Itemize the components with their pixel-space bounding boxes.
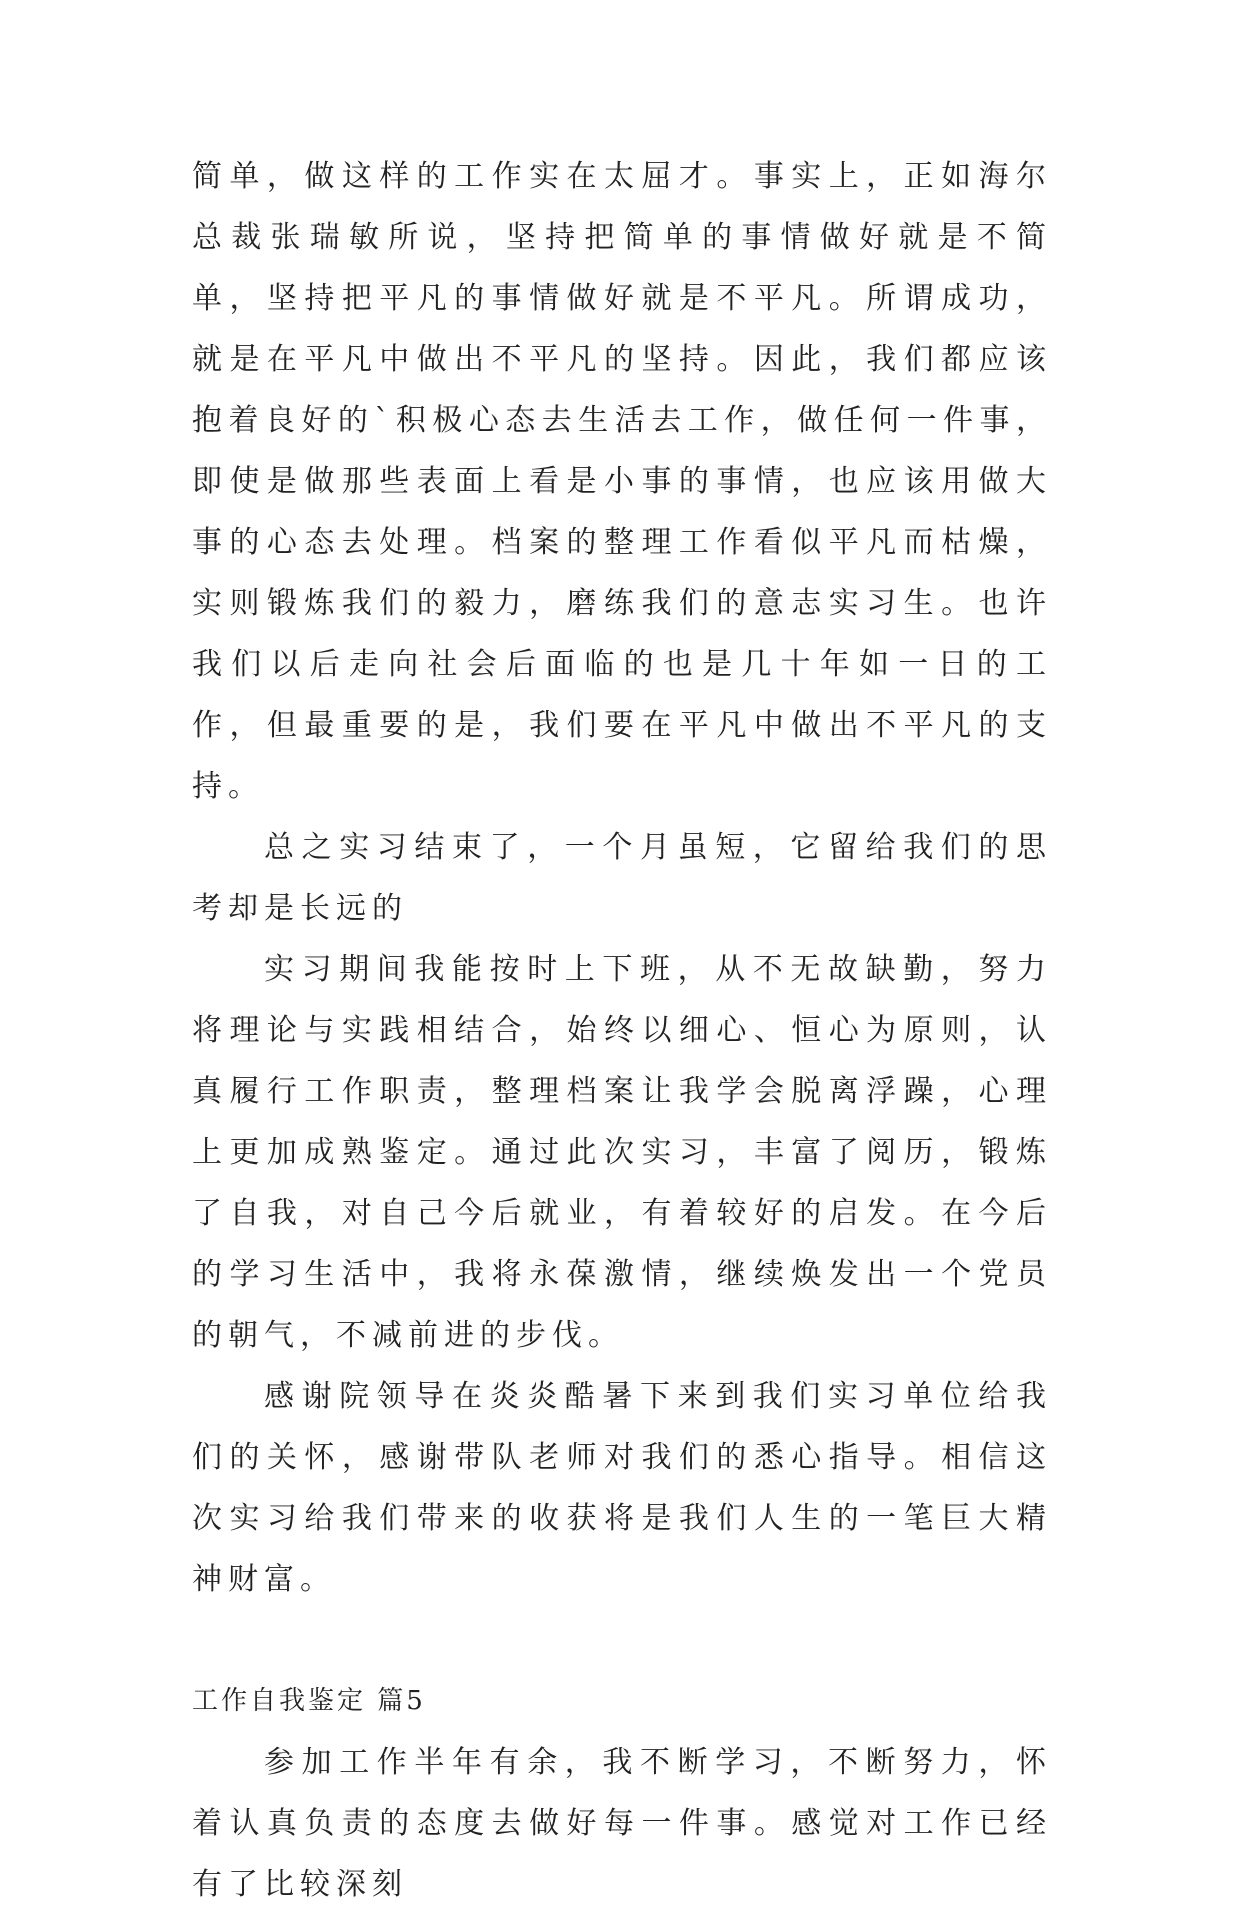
section-spacer bbox=[192, 1610, 1052, 1671]
body-paragraph: 参加工作半年有余，我不断学习，不断努力，怀着认真负责的态度去做好每一件事。感觉对工作已经有了比较深刻 bbox=[192, 1745, 1052, 1902]
document-page bbox=[192, 146, 1052, 1915]
body-paragraph: 实习期间我能按时上下班，从不无故缺勤，努力将理论与实践相结合，始终以细心、恒心为原则，认真履行工作职责，整理档案让我学会脱离浮躁，心理上更加成熟鉴定。通过此次实习，丰富了阅历，锻炼了自我，对自己今后就业，有着较好的启发。在今后的学习生活中，我将永葆激情，继续焕发出一个党员的朝气，不减前进的步伐。 bbox=[192, 952, 1052, 1353]
body-paragraph: 总之实习结束了，一个月虽短，它留给我们的思考却是长远的 bbox=[192, 830, 1052, 926]
section-heading: 工作自我鉴定 篇5 bbox=[192, 1686, 426, 1716]
body-paragraph: 简单，做这样的工作实在太屈才。事实上，正如海尔总裁张瑞敏所说，坚持把简单的事情做好就是不简单，坚持把平凡的事情做好就是不平凡。所谓成功，就是在平凡中做出不平凡的坚持。因此，我们都应该抱着良好的`积极心态去生活去工作，做任何一件事，即使是做那些表面上看是小事的事情，也应该用做大事的心态去处理。档案的整理工作看似平凡而枯燥，实则锻炼我们的毅力，磨练我们的意志实习生。也许我们以后走向社会后面临的也是几十年如一日的工作，但最重要的是，我们要在平凡中做出不平凡的支持。 bbox=[192, 159, 1052, 804]
body-paragraph: 感谢院领导在炎炎酷暑下来到我们实习单位给我们的关怀，感谢带队老师对我们的悉心指导。相信这次实习给我们带来的收获将是我们人生的一笔巨大精神财富。 bbox=[192, 1379, 1052, 1597]
